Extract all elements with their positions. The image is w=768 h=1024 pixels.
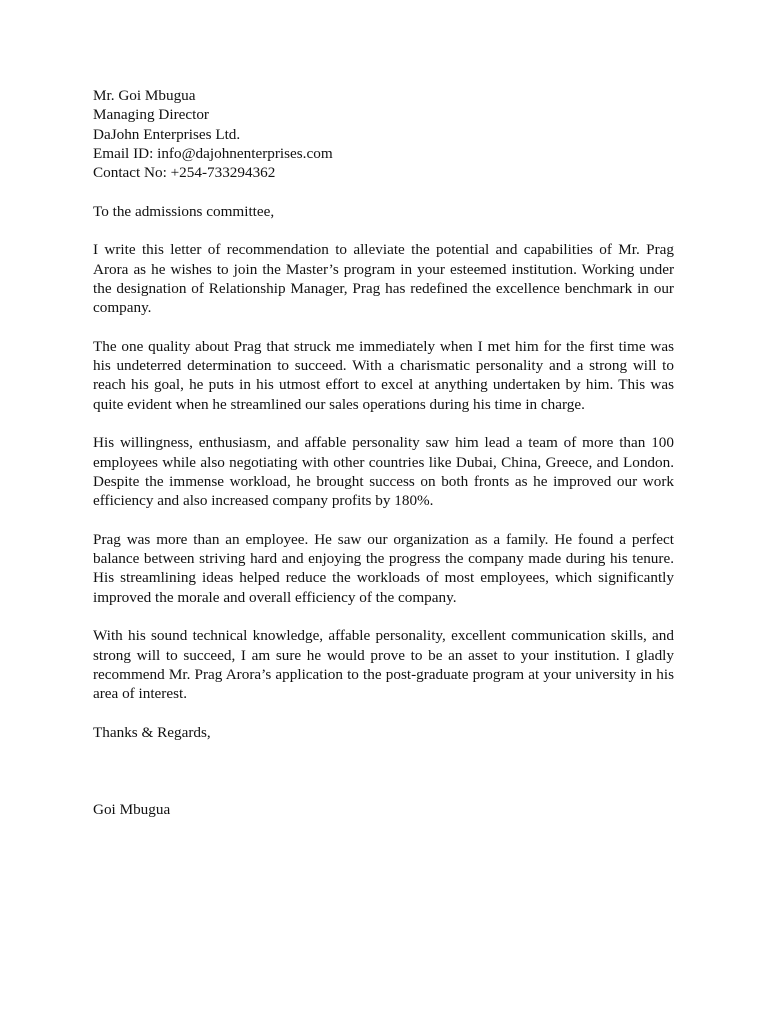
- signature-name: Goi Mbugua: [93, 801, 171, 819]
- body-paragraph-4: Prag was more than an employee. He saw our organization as a family. He found a perfect balance between striving hard and enjoying the progress the company made during his tenure. His streamlining ideas helped reduce the workloads of most employees, which significantly improved the morale and overall efficiency of the company.: [93, 530, 674, 606]
- body-paragraph-3: His willingness, enthusiasm, and affable personality saw him lead a team of more than 100 employees while also negotiating with other countries like Dubai, China, Greece, and London. Despite the immense workload, he brought success on both fronts as he improved our work efficiency and also increased company profits by 180%.: [93, 434, 674, 510]
- closing: Thanks & Regards,: [93, 723, 211, 741]
- sender-name: Mr. Goi Mbugua: [93, 87, 196, 104]
- sender-company: DaJohn Enterprises Ltd.: [93, 125, 241, 143]
- sender-email: Email ID: info@dajohnenterprises.com: [93, 144, 333, 162]
- body-paragraph-5: With his sound technical knowledge, affable personality, excellent communication skills, and strong will to succeed, I am sure he would prove to be an asset to your institution. I gladly recommend Mr. Prag Arora’s application to the post-graduate program at your university in his area of interest.: [93, 627, 674, 703]
- body-paragraph-2: The one quality about Prag that struck me immediately when I met him for the first time was his undeterred determination to succeed. With a charismatic personality and a strong will to reach his goal, he puts in his utmost effort to excel at anything undertaken by him. This was quite evident when he streamlined our sales operations during his time in charge.: [93, 337, 674, 413]
- sender-title: Managing Director: [93, 106, 209, 124]
- sender-contact: Contact No: +254-733294362: [93, 164, 276, 182]
- salutation: To the admissions committee,: [93, 202, 275, 220]
- recommendation-letter: [93, 86, 674, 819]
- sender-address-block: [93, 86, 674, 182]
- body-paragraph-1: I write this letter of recommendation to alleviate the potential and capabilities of Mr. Prag Arora as he wishes to join the Master’s program in your esteemed institution. Working under the designation of Relationship Manager, Prag has redefined the excellence benchmark in our company.: [93, 241, 674, 317]
